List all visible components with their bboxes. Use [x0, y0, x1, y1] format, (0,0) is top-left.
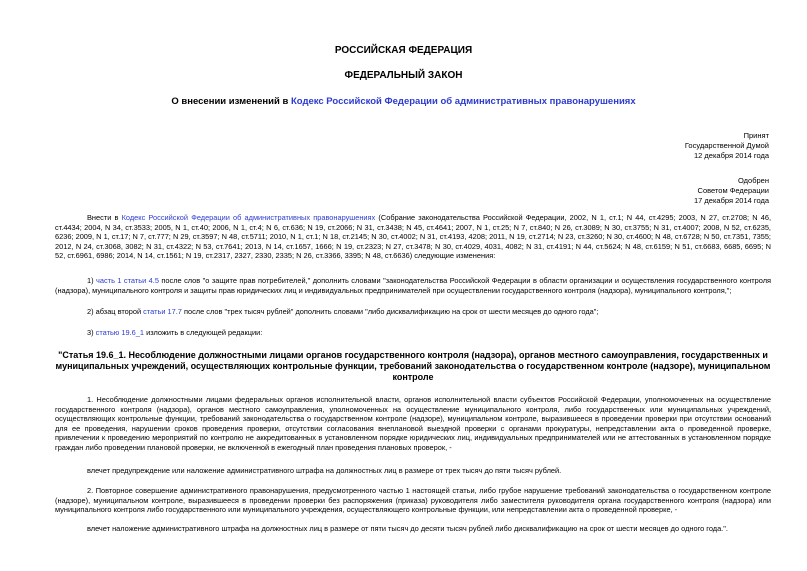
part-2-paragraph: 2. Повторное совершение административного правонарушения, предусмотренного частью 1 настоящей статьи, либо грубое нарушение требований законодательства о государственном контроле (надзоре), муниципальном контроле, выразившееся в проведении проверки без распоряжения (приказа) руководителя либо заместителя руководителя органа государственного контроля (надзора) или муниципального контроля либо государственного или муниципального учреждения, осуществляющего контрольные функции, или непредставлении акта о проведенной проверке, - — [55, 486, 771, 514]
item-1-rest: после слов "о защите прав потребителей," дополнить словами "законодательства Российской Федерации в области организации и осуществления государственного контроля (надзора), муниципального контроля и защиты прав юридических лиц и индивидуальных предпринимателей при осуществлении государственного контроля (надзора), муниципального контроля,"; — [55, 276, 772, 295]
intro-rest: (Собрание законодательства Российской Федерации, 2002, N 1, ст.1; N 44, ст.4295; 2003, N 27, ст.2708; N 46, ст.4434; 2004, N 34, ст.3533; 2005, N 1, ст.40; 2006, N 1, ст.4; N 6, ст.636; N 19, ст.2066; N 31, ст.3438; N 45, ст.4641; 2007, N 1, ст.25; N 7, ст.840; N 26, ст.3089; N 30, ст.3755; N 31, ст.4007; 2008, N 52, ст.6235, 6236; 2009, N 1, ст.17; N 7, ст.777; N 29, ст.3597; N 48, ст.5711; 2010, N 1, ст.1; N 18, ст.2145; N 30, ст.4002; N 31, ст.4193, 4208; 2011, N 19, ст.2714; N 23, ст.3260; N 30, ст.4600; N 48, ст.6728; N 50, ст.7351, 7355; 2012, N 24, ст.3068, 3082; N 31, ст.4322; N 53, ст.7641; 2013, N 14, ст.1657, 1666; N 19, ст.2323; N 27, ст.3478; N 30, ст.4029, 4031, 4082; N 31, ст.4191; N 44, ст.5624; N 48, ст.6159; N 51, ст.6683, 6685, 6695; N 52, ст.6961, 6986; 2014, N 14, ст.1561; N 19, ст.2317, 2327, 2330, 2335; N 26, ст.3366, 3395; N 48, ст.6636) следующие изменения: — [55, 213, 771, 260]
codex-link[interactable]: Кодекс Российской Федерации об административных правонарушениях — [290, 96, 636, 107]
approved-line1: Одобрен — [738, 176, 769, 185]
accepted-line1: Принят — [743, 131, 769, 140]
accepted-line3: 12 декабря 2014 года — [693, 151, 769, 160]
country-heading: РОССИЙСКАЯ ФЕДЕРАЦИЯ — [334, 45, 473, 56]
item-3-rest: изложить в следующей редакции: — [144, 328, 263, 337]
article-17-7-link[interactable]: статьи 17.7 — [143, 307, 182, 316]
article-title: "Статья 19.6_1. Несоблюдение должностными лицами органов государственного контроля (надзора), органов местного самоуправления, государственных и муниципальных учреждений, осуществляющих контрольные функции, требований законодательства о государственном контроле (надзоре), муниципальном контроле — [55, 350, 771, 382]
item-2-num: 2) абзац второй — [87, 307, 144, 316]
law-title-prefix: О внесении изменений в — [171, 96, 291, 107]
intro-paragraph — [55, 213, 771, 261]
intro-prefix: Внести в — [87, 213, 122, 222]
law-title — [0, 96, 807, 107]
approved-line3: 17 декабря 2014 года — [693, 196, 769, 205]
accepted-line2: Государственной Думой — [684, 141, 769, 150]
item-1-num: 1) — [87, 276, 97, 285]
intro-codex-link[interactable]: Кодекс Российской Федерации об административных правонарушениях — [121, 213, 376, 222]
item-2-rest: после слов "трех тысяч рублей" дополнить словами "либо дисквалификацию на срок от шести месяцев до одного года"; — [181, 307, 599, 316]
article-19-6-1-link[interactable]: статью 19.6_1 — [95, 328, 145, 337]
sanction-2-paragraph: влечет наложение административного штрафа на должностных лиц в размере от пяти тысяч до десяти тысяч рублей либо дисквалификацию на срок от шести месяцев до одного года.". — [87, 524, 728, 533]
approved-line2: Советом Федерации — [697, 186, 769, 195]
accepted-block — [685, 131, 769, 161]
item-1-paragraph — [55, 276, 771, 295]
sanction-1-paragraph: влечет предупреждение или наложение административного штрафа на должностных лиц в размере от трех тысяч до пяти тысяч рублей. — [87, 466, 562, 475]
item-3-num: 3) — [87, 328, 96, 337]
item-2-paragraph — [55, 307, 771, 317]
part-1-paragraph: 1. Несоблюдение должностными лицами федеральных органов исполнительной власти, органов исполнительной власти субъектов Российской Федерации, уполномоченных на осуществление государственного контроля (надзора), органов местного самоуправления, уполномоченных на осуществление муниципального контроля, либо государственных или муниципальных учреждений, осуществляющих контрольные функции, требований законодательства о государственном контроле (надзоре), муниципальном контроле, выразившееся в проведении проверки при отсутствии оснований для ее проведения, нарушении сроков проведения проверки, отсутствии согласования внеплановой выездной проверки с органами прокуратуры, непредставлении акта о проведенной проверке, привлечении к проведению мероприятий по контролю не аккредитованных в установленном порядке юридических лиц, индивидуальных предпринимателей или не аттестованных в установленном порядке граждан либо проведении плановой проверки, не включенной в ежегодный план проведения плановых проверок, - — [55, 395, 771, 452]
doc-type-heading: ФЕДЕРАЛЬНЫЙ ЗАКОН — [344, 70, 463, 81]
article-4-5-link[interactable]: часть 1 статьи 4.5 — [96, 276, 159, 285]
item-3-paragraph — [55, 328, 771, 338]
approved-block — [694, 176, 769, 206]
